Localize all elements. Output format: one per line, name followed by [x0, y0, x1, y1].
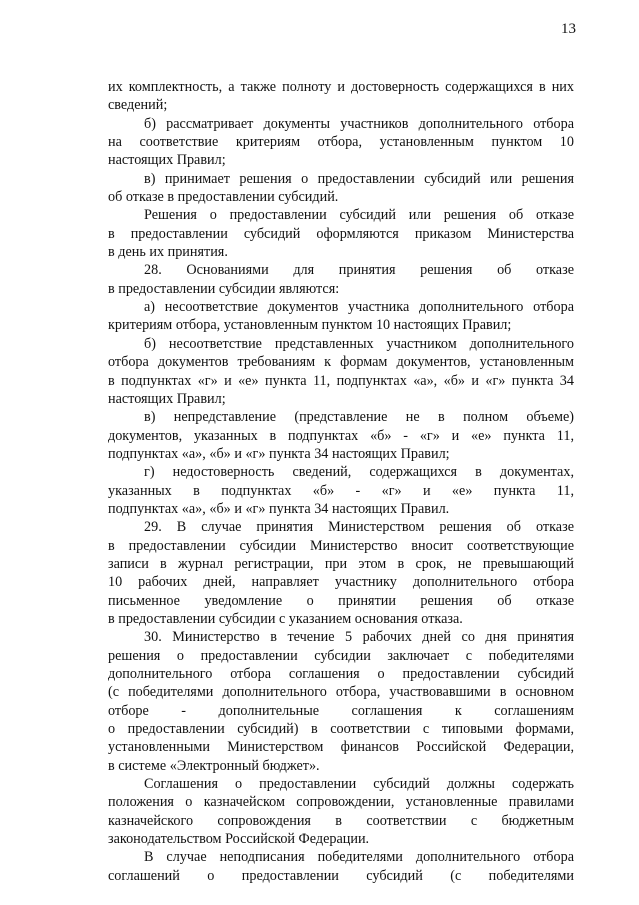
text-line: В случае неподписания победителями дополнительного отбора: [144, 849, 574, 866]
text-line: отборе - дополнительные соглашения к соглашениям: [108, 702, 574, 719]
text-line: в предоставлении субсидии являются:: [108, 280, 340, 297]
text-line: подпунктах «а», «б» и «г» пункта 34 настоящих Правил;: [108, 445, 450, 462]
document-body: [108, 78, 574, 885]
text-line: 29. В случае принятия Министерством решения об отказе: [144, 519, 574, 536]
text-line: установленными Министерством финансов Российской Федерации,: [108, 739, 574, 756]
text-line: Соглашения о предоставлении субсидий должны содержать: [144, 776, 574, 793]
text-line: настоящих Правил;: [108, 390, 226, 407]
text-line: в предоставлении субсидии с указанием основания отказа.: [108, 610, 463, 627]
text-line: положения о казначейском сопровождении, установленные правилами: [108, 794, 574, 811]
text-line: о предоставлении субсидий) в соответствии с типовыми формами,: [108, 721, 574, 738]
text-line: в системе «Электронный бюджет».: [108, 757, 320, 774]
text-line: записи в журнал регистрации, при этом в срок, не превышающий: [108, 555, 574, 572]
page-number: 13: [561, 21, 576, 37]
text-line: решения о предоставлении субсидии заключает с победителями: [108, 647, 574, 664]
text-line: дополнительного отбора соглашения о предоставлении субсидий: [108, 666, 574, 682]
text-line: в) принимает решения о предоставлении субсидий или решения: [144, 170, 574, 187]
text-line: об отказе в предоставлении субсидий.: [108, 189, 339, 206]
text-line: отбора документов требованиям к формам документов, установленным: [108, 354, 574, 371]
text-line: письменное уведомление о принятии решения об отказе: [108, 592, 574, 609]
text-line: 10 рабочих дней, направляет участнику дополнительного отбора: [108, 574, 574, 591]
text-line: их комплектность, а также полноту и достоверность содержащихся в них: [108, 79, 574, 95]
text-line: в предоставлении субсидий оформляются приказом Министерства: [108, 225, 574, 242]
text-line: на соответствие критериям отбора, установленным пунктом 10: [108, 134, 574, 151]
text-line: в подпунктах «г» и «е» пункта 11, подпунктах «а», «б» и «г» пункта 34: [108, 372, 574, 389]
text-line: казначейского сопровождения в соответствии с бюджетным: [108, 812, 574, 829]
text-line: (с победителями дополнительного отбора, участвовавшими в основном: [108, 684, 574, 701]
text-line: в предоставлении субсидии Министерство вносит соответствующие: [108, 537, 574, 554]
text-line: соглашений о предоставлении субсидий (с победителями: [108, 867, 574, 884]
text-line: настоящих Правил;: [108, 152, 226, 169]
text-line: указанных в подпунктах «б» - «г» и «е» пункта 11,: [108, 482, 574, 499]
text-line: в день их принятия.: [108, 244, 228, 261]
text-line: Решения о предоставлении субсидий или решения об отказе: [144, 207, 574, 224]
text-line: в) непредставление (представление не в полном объеме): [144, 409, 574, 426]
text-line: критериям отбора, установленным пунктом 10 настоящих Правил;: [108, 317, 512, 334]
text-line: документов, указанных в подпунктах «б» - «г» и «е» пункта 11,: [108, 427, 574, 444]
text-line: 28. Основаниями для принятия решения об отказе: [144, 262, 574, 279]
text-line: подпунктах «а», «б» и «г» пункта 34 настоящих Правил.: [108, 500, 450, 517]
text-line: б) рассматривает документы участников дополнительного отбора: [144, 115, 574, 132]
text-line: сведений;: [108, 97, 168, 114]
text-line: законодательством Российской Федерации.: [108, 831, 370, 848]
text-line: 30. Министерство в течение 5 рабочих дней со дня принятия: [144, 629, 574, 646]
text-line: а) несоответствие документов участника дополнительного отбора: [144, 299, 574, 316]
text-line: б) несоответствие представленных участником дополнительного: [144, 335, 574, 352]
text-line: г) недостоверность сведений, содержащихся в документах,: [144, 464, 574, 481]
